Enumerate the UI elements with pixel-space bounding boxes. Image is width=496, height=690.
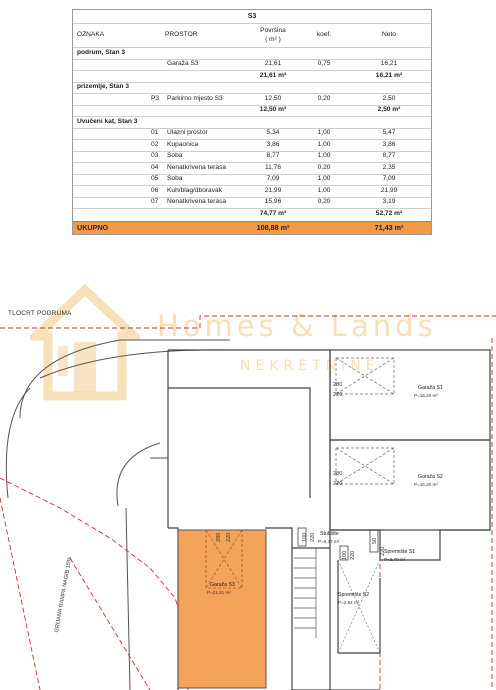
row-neto: 5,47 <box>382 129 396 137</box>
area-spremiste-s2: P=2,94 m² <box>338 600 360 605</box>
row-neto: 7,09 <box>382 175 396 183</box>
row-povrsina: 8,77 <box>266 152 280 160</box>
table-title <box>73 10 431 24</box>
row-koef: 0,20 <box>317 163 331 171</box>
table-title-text: S3 <box>247 13 257 20</box>
table-row <box>73 163 431 175</box>
header-oznaka: OZNAKA <box>77 31 105 39</box>
row-povrsina: 3,86 <box>266 140 280 148</box>
floor-plan <box>0 298 496 690</box>
section-header <box>73 117 431 129</box>
row-name: Garaža S3 <box>167 60 199 68</box>
total-povrsina: 108,88 m² <box>256 222 290 232</box>
row-name: Parkirno mjesto S3 <box>167 94 223 102</box>
row-neto: 21,99 <box>380 186 398 194</box>
plan-title: TLOCRT PODRUMA <box>8 310 72 317</box>
watermark-subtitle: NEKRETNINE <box>240 358 380 374</box>
section-name: prizemlje, Stan 3 <box>77 83 130 91</box>
subtotal-row <box>73 106 431 118</box>
row-code: 02 <box>151 140 159 148</box>
total-label: UKUPNO <box>77 222 109 232</box>
row-neto: 2,35 <box>382 163 396 171</box>
row-neto: 16,21 <box>380 60 398 68</box>
row-code: 06 <box>151 186 159 194</box>
header-povrsina: Površina <box>260 27 286 34</box>
row-povrsina: 21,61 <box>264 60 282 68</box>
table-header <box>73 24 431 48</box>
header-neto: Neto <box>382 31 396 39</box>
area-table <box>72 9 432 235</box>
label-garaza-s3: Garaža S3 <box>210 582 235 588</box>
row-koef: 1,00 <box>317 186 331 194</box>
dim-storage-3: 50 <box>372 537 378 544</box>
table-row <box>73 186 431 198</box>
dim-s1-width: 280 <box>333 382 343 388</box>
subtotal-neto: 52,72 m² <box>375 210 403 218</box>
row-povrsina: 7,09 <box>266 175 280 183</box>
table-row <box>73 60 431 72</box>
dim-stair-2: 220 <box>310 532 316 542</box>
section-name: podrum, Stan 3 <box>77 48 125 56</box>
row-koef: 0,20 <box>317 198 331 206</box>
row-name: Soba <box>167 175 183 183</box>
dim-s2-depth: 220 <box>333 481 343 487</box>
table-row <box>73 140 431 152</box>
subtotal-row <box>73 209 431 221</box>
subtotal-neto: 2,50 m² <box>377 106 401 114</box>
label-spremiste-s1: Spremište S1 <box>384 549 416 555</box>
row-neto: 2,50 <box>382 94 396 102</box>
row-code: 07 <box>151 198 159 206</box>
row-povrsina: 21,99 <box>264 186 282 194</box>
row-neto: 3,19 <box>382 198 396 206</box>
area-garaza-s2: P=16,20 m² <box>414 482 438 487</box>
subtotal-row <box>73 71 431 83</box>
subtotal-povrsina: 12,50 m² <box>259 106 287 114</box>
label-stubiste: Stubište <box>320 531 339 537</box>
dim-storage-1: 100 <box>342 550 348 560</box>
area-stubiste: P=6,37 m² <box>318 539 340 544</box>
row-koef: 1,00 <box>317 140 331 148</box>
header-koef: koef. <box>316 31 332 39</box>
label-garaza-s1: Garaža S1 <box>418 385 443 391</box>
table-row <box>73 94 431 106</box>
header-prostor: PROSTOR <box>165 31 198 39</box>
area-garaza-s1: P=16,20 m² <box>414 393 438 398</box>
row-povrsina: 11,76 <box>264 163 282 171</box>
area-spremiste-s1: P=3,79 m² <box>384 557 406 562</box>
dim-storage-2: 220 <box>350 550 356 560</box>
row-name: Soba <box>167 152 183 160</box>
row-koef: 0,20 <box>317 94 331 102</box>
total-row <box>73 221 431 234</box>
row-name: Ulazni prostor <box>167 129 208 137</box>
row-koef: 1,00 <box>317 152 331 160</box>
total-neto: 71,43 m² <box>374 222 404 232</box>
table-row <box>73 198 431 210</box>
row-neto: 8,77 <box>382 152 396 160</box>
area-garaza-s3: P=21,61 m² <box>207 590 231 595</box>
staircase <box>294 548 316 638</box>
row-code: 01 <box>151 129 159 137</box>
row-povrsina: 12,50 <box>264 94 282 102</box>
ramp-label: GRIJANA RAMPA NAGIB 15% <box>54 556 74 634</box>
row-neto: 3,86 <box>382 140 396 148</box>
floor-plan-drawing <box>0 298 496 690</box>
table-body <box>73 48 431 221</box>
row-name: Kupaonica <box>167 140 199 148</box>
section-name: Uvučeni kat, Stan 3 <box>77 117 138 125</box>
row-name: Nenatkrivena terasa <box>167 163 227 171</box>
row-code: 04 <box>151 163 159 171</box>
row-code: 03 <box>151 152 159 160</box>
row-povrsina: 5,34 <box>266 129 280 137</box>
label-garaza-s2: Garaža S2 <box>418 474 443 480</box>
row-koef: 1,00 <box>317 129 331 137</box>
row-code: 05 <box>151 175 159 183</box>
storage-s2-marking <box>338 560 380 653</box>
dim-stair-1: 100 <box>302 532 308 542</box>
label-spremiste-s2: Spremište S2 <box>338 592 370 598</box>
row-povrsina: 15,96 <box>264 198 282 206</box>
subtotal-povrsina: 21,61 m² <box>259 71 287 79</box>
header-povrsina-unit: ( m² ) <box>265 36 281 43</box>
dim-s2-width: 280 <box>333 471 343 477</box>
subtotal-povrsina: 74,77 m² <box>259 210 287 218</box>
garage-s3-area <box>178 530 266 688</box>
row-code: P3 <box>151 94 160 102</box>
row-koef: 1,00 <box>317 175 331 183</box>
dim-s1-depth: 220 <box>333 392 343 398</box>
section-header <box>73 48 431 60</box>
table-row <box>73 152 431 164</box>
watermark-brand: Homes & Lands <box>157 309 437 343</box>
dim-s3-depth: 220 <box>226 532 232 542</box>
table-row <box>73 175 431 187</box>
section-header <box>73 83 431 95</box>
subtotal-neto: 16,21 m² <box>375 71 403 79</box>
dim-storage-4: 220 <box>380 546 386 556</box>
row-name: Nenatkrivena terasa <box>167 198 227 206</box>
row-name: Kuh/blag/dboravak <box>167 186 222 194</box>
table-row <box>73 129 431 141</box>
row-koef: 0,75 <box>317 60 331 68</box>
garage-markings <box>336 358 394 484</box>
dim-s3-width: 280 <box>216 532 222 542</box>
